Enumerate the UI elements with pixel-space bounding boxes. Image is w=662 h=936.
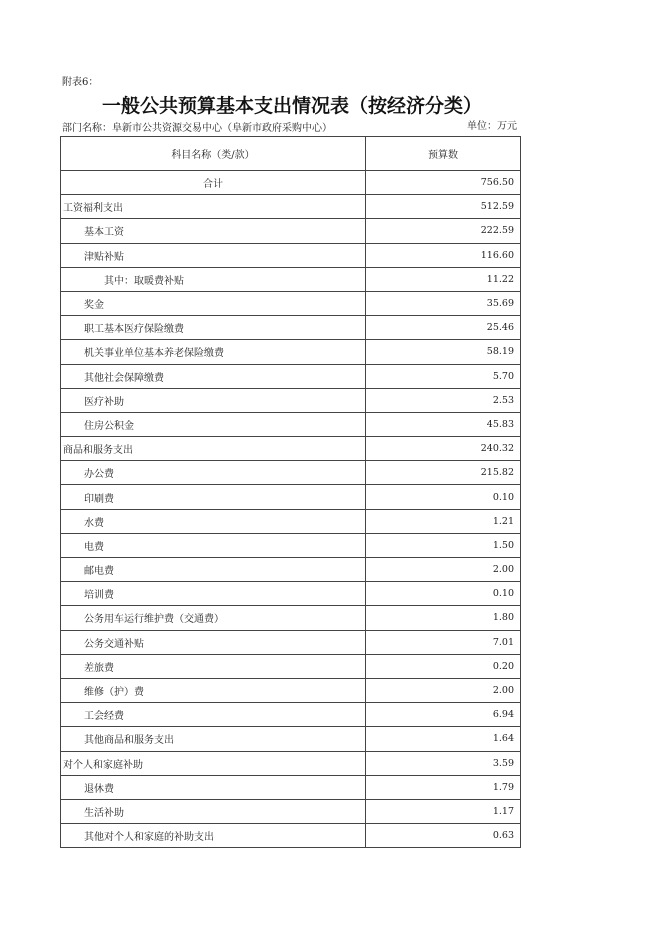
table-row <box>61 316 521 340</box>
row-amount: 58.19 <box>366 340 521 364</box>
table-row <box>61 291 521 315</box>
row-name: 工资福利支出 <box>61 195 366 219</box>
row-amount: 3.59 <box>366 751 521 775</box>
row-name: 生活补助 <box>61 799 366 823</box>
table-row <box>61 412 521 436</box>
row-amount: 6.94 <box>366 703 521 727</box>
row-name: 商品和服务支出 <box>61 437 366 461</box>
row-amount: 7.01 <box>366 630 521 654</box>
row-amount: 0.10 <box>366 582 521 606</box>
row-name: 公务用车运行维护费（交通费） <box>61 606 366 630</box>
row-name: 差旅费 <box>61 654 366 678</box>
row-amount: 1.50 <box>366 533 521 557</box>
row-name: 办公费 <box>61 461 366 485</box>
table-row-category <box>61 195 521 219</box>
row-name: 公务交通补贴 <box>61 630 366 654</box>
row-amount: 2.00 <box>366 678 521 702</box>
header-budget-amount: 预算数 <box>366 137 521 171</box>
row-name: 机关事业单位基本养老保险缴费 <box>61 340 366 364</box>
table-row <box>61 219 521 243</box>
table-row <box>61 775 521 799</box>
row-amount: 0.10 <box>366 485 521 509</box>
row-amount: 25.46 <box>366 316 521 340</box>
row-name: 其他对个人和家庭的补助支出 <box>61 824 366 848</box>
row-name: 奖金 <box>61 291 366 315</box>
table-row <box>61 485 521 509</box>
table-row <box>61 630 521 654</box>
row-amount: 5.70 <box>366 364 521 388</box>
row-amount: 240.32 <box>366 437 521 461</box>
page-title: 一般公共预算基本支出情况表（按经济分类） <box>102 95 483 117</box>
row-name: 其他商品和服务支出 <box>61 727 366 751</box>
row-amount: 2.00 <box>366 558 521 582</box>
row-name: 合计 <box>61 171 366 195</box>
row-amount: 756.50 <box>366 171 521 195</box>
budget-table <box>60 136 521 848</box>
row-name: 职工基本医疗保险缴费 <box>61 316 366 340</box>
row-name: 培训费 <box>61 582 366 606</box>
attachment-label: 附表6： <box>62 77 99 88</box>
table-row <box>61 461 521 485</box>
row-name: 维修（护）费 <box>61 678 366 702</box>
table-header-row <box>61 137 521 171</box>
row-amount: 2.53 <box>366 388 521 412</box>
row-name: 工会经费 <box>61 703 366 727</box>
row-name: 其他社会保障缴费 <box>61 364 366 388</box>
row-name: 基本工资 <box>61 219 366 243</box>
row-name: 邮电费 <box>61 558 366 582</box>
department-label: 部门名称：阜新市公共资源交易中心（阜新市政府采购中心） <box>62 123 332 134</box>
row-name: 医疗补助 <box>61 388 366 412</box>
row-name: 水费 <box>61 509 366 533</box>
row-name: 住房公积金 <box>61 412 366 436</box>
table-row <box>61 243 521 267</box>
table-row <box>61 533 521 557</box>
row-amount: 1.17 <box>366 799 521 823</box>
row-amount: 222.59 <box>366 219 521 243</box>
table-row <box>61 364 521 388</box>
row-amount: 45.83 <box>366 412 521 436</box>
row-amount: 215.82 <box>366 461 521 485</box>
unit-label: 单位：万元 <box>467 121 517 132</box>
row-amount: 35.69 <box>366 291 521 315</box>
row-amount: 1.64 <box>366 727 521 751</box>
row-name: 其中：取暖费补贴 <box>61 267 366 291</box>
table-row <box>61 509 521 533</box>
table-row <box>61 703 521 727</box>
row-name: 印刷费 <box>61 485 366 509</box>
table-row <box>61 727 521 751</box>
table-row-subitem <box>61 267 521 291</box>
table-row <box>61 582 521 606</box>
table-row <box>61 799 521 823</box>
table-row <box>61 388 521 412</box>
row-name: 津贴补贴 <box>61 243 366 267</box>
row-amount: 0.63 <box>366 824 521 848</box>
row-amount: 1.80 <box>366 606 521 630</box>
table-row <box>61 558 521 582</box>
row-amount: 116.60 <box>366 243 521 267</box>
table-row <box>61 340 521 364</box>
row-amount: 512.59 <box>366 195 521 219</box>
row-name: 对个人和家庭补助 <box>61 751 366 775</box>
table-row <box>61 678 521 702</box>
row-amount: 1.79 <box>366 775 521 799</box>
table-row <box>61 824 521 848</box>
table-row <box>61 606 521 630</box>
header-subject-name: 科目名称（类/款） <box>61 137 366 171</box>
row-amount: 1.21 <box>366 509 521 533</box>
table-row-category <box>61 437 521 461</box>
row-name: 电费 <box>61 533 366 557</box>
row-amount: 0.20 <box>366 654 521 678</box>
row-name: 退休费 <box>61 775 366 799</box>
table-row <box>61 654 521 678</box>
table-row-total <box>61 171 521 195</box>
table-row-category <box>61 751 521 775</box>
row-amount: 11.22 <box>366 267 521 291</box>
